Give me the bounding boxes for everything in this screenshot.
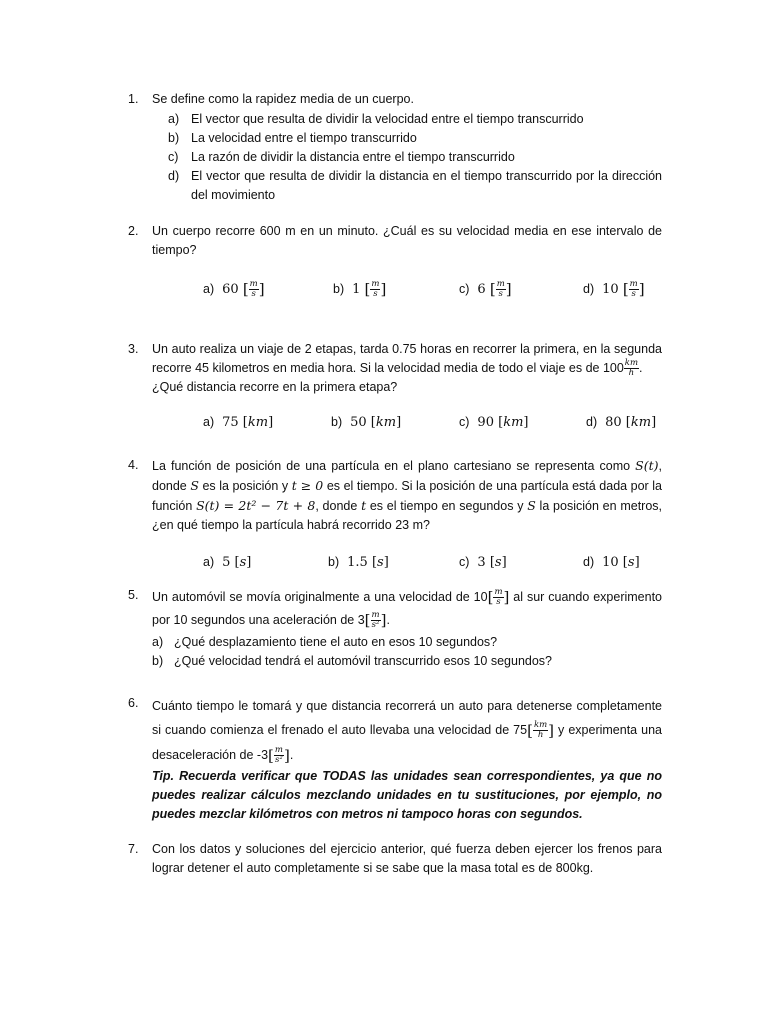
question-number: 3. (128, 342, 139, 356)
option-b (152, 129, 662, 148)
option-text: ¿Qué desplazamiento tiene el auto en esos 10 segundos? (174, 635, 498, 650)
question-number: 2. (128, 224, 139, 238)
choice-c: c) 6 [ $\frac{m}{s}$ ] (459, 279, 512, 299)
question-6 (128, 694, 662, 824)
answer-choices (128, 280, 662, 306)
choice-d: d) 10 [s] (583, 555, 640, 570)
question-text: Cuánto tiempo le tomará y que distancia recorrerá un auto para detenerse completamente si cuando comienza el frenado el auto llevaba una velocidad de 75[ $\frac{km}{h}$ ] y experimenta una desaceleración de -3[ $\frac{m}{\text{s²}}$ ]. (152, 699, 662, 765)
option-label: a) (168, 112, 180, 126)
choice-d: d) 80 [km] (586, 415, 657, 431)
question-text: Un auto realiza un viaje de 2 etapas, tarda 0.75 horas en recorrer la primera, en la segunda recorre 45 kilometros en media hora. Si la velocidad media de todo el viaje es de 100 $\frac{km}{h}$ . ¿Qué distancia recorre en la primera etapa? (152, 342, 662, 395)
question-number: 6. (128, 696, 139, 710)
option-text: La velocidad entre el tiempo transcurrido (191, 131, 417, 145)
question-number: 5. (128, 588, 139, 602)
option-label: c) (168, 150, 179, 164)
option-d (152, 167, 662, 205)
choice-a: a) 5 [s] (203, 555, 252, 570)
answer-choices (128, 553, 662, 579)
question-3 (128, 340, 662, 439)
choice-b: b) 1.5 [s] (328, 555, 389, 570)
choice-c: c) 3 [s] (459, 555, 507, 570)
choice-c: c) 90 [km] (459, 415, 529, 431)
question-text: Con los datos y soluciones del ejercicio anterior, qué fuerza deben ejercer los frenos para lograr detener el auto completamente si se sabe que la masa total es de 800kg. (152, 842, 662, 875)
question-4 (128, 456, 662, 579)
option-label: d) (168, 169, 180, 183)
option-list (152, 633, 662, 671)
question-7 (128, 840, 662, 878)
choice-d: d) 10 [ $\frac{m}{s}$ ] (583, 279, 645, 299)
choice-b: b) 1 [ $\frac{m}{s}$ ] (333, 279, 387, 299)
question-text: Un cuerpo recorre 600 m en un minuto. ¿Cuál es su velocidad media en ese intervalo de tiempo? (152, 224, 662, 257)
option-list (152, 110, 662, 205)
question-2 (128, 222, 662, 306)
answer-choices (128, 413, 662, 439)
option-text: El vector que resulta de dividir la velocidad entre el tiempo transcurrido (191, 112, 584, 126)
question-number: 4. (128, 458, 139, 472)
option-label: a) (152, 635, 164, 650)
question-text: Un automóvil se movía originalmente a una velocidad de 10[ $\frac{m}{s}$ ] al sur cuando experimento por 10 segundos una aceleración de 3[ $\frac{m}{\text{s²}}$ ]. (152, 587, 662, 631)
tip-note: Tip. Recuerda verificar que TODAS las unidades sean correspondientes, ya que no puedes realizar cálculos mezclando unidades en tu sustituciones, por ejemplo, no puedes mezclar kilómetros con metros ni tampoco horas con segundos. (152, 769, 662, 822)
option-c (152, 148, 662, 167)
question-5 (128, 586, 662, 671)
choice-a: a) 75 [km] (203, 415, 274, 431)
question-number: 1. (128, 92, 139, 106)
choice-a: a) 60 [ $\frac{m}{s}$ ] (203, 279, 265, 299)
option-text: La razón de dividir la distancia entre el tiempo transcurrido (191, 150, 515, 164)
option-a (152, 110, 662, 129)
choice-b: b) 50 [km] (331, 415, 402, 431)
option-a (152, 633, 662, 652)
option-text: ¿Qué velocidad tendrá el automóvil transcurrido esos 10 segundos? (174, 654, 552, 669)
option-b (152, 652, 662, 671)
question-text: Se define como la rapidez media de un cuerpo. (152, 92, 414, 106)
question-number: 7. (128, 842, 139, 856)
question-1 (128, 90, 662, 205)
option-text: El vector que resulta de dividir la distancia en el tiempo transcurrido por la dirección del movimiento (191, 169, 662, 202)
option-label: b) (152, 654, 164, 669)
option-label: b) (168, 131, 180, 145)
question-text: La función de posición de una partícula en el plano cartesiano se representa como S(t), donde S es la posición y t ≥ 0 es el tiempo. Si la posición de una partícula está dada por la función S(t) = 2t² − 7t + 8, donde t es el tiempo en segundos y S la posición en metros, ¿en qué tiempo la partícula habrá recorrido 23 m? (152, 458, 662, 532)
